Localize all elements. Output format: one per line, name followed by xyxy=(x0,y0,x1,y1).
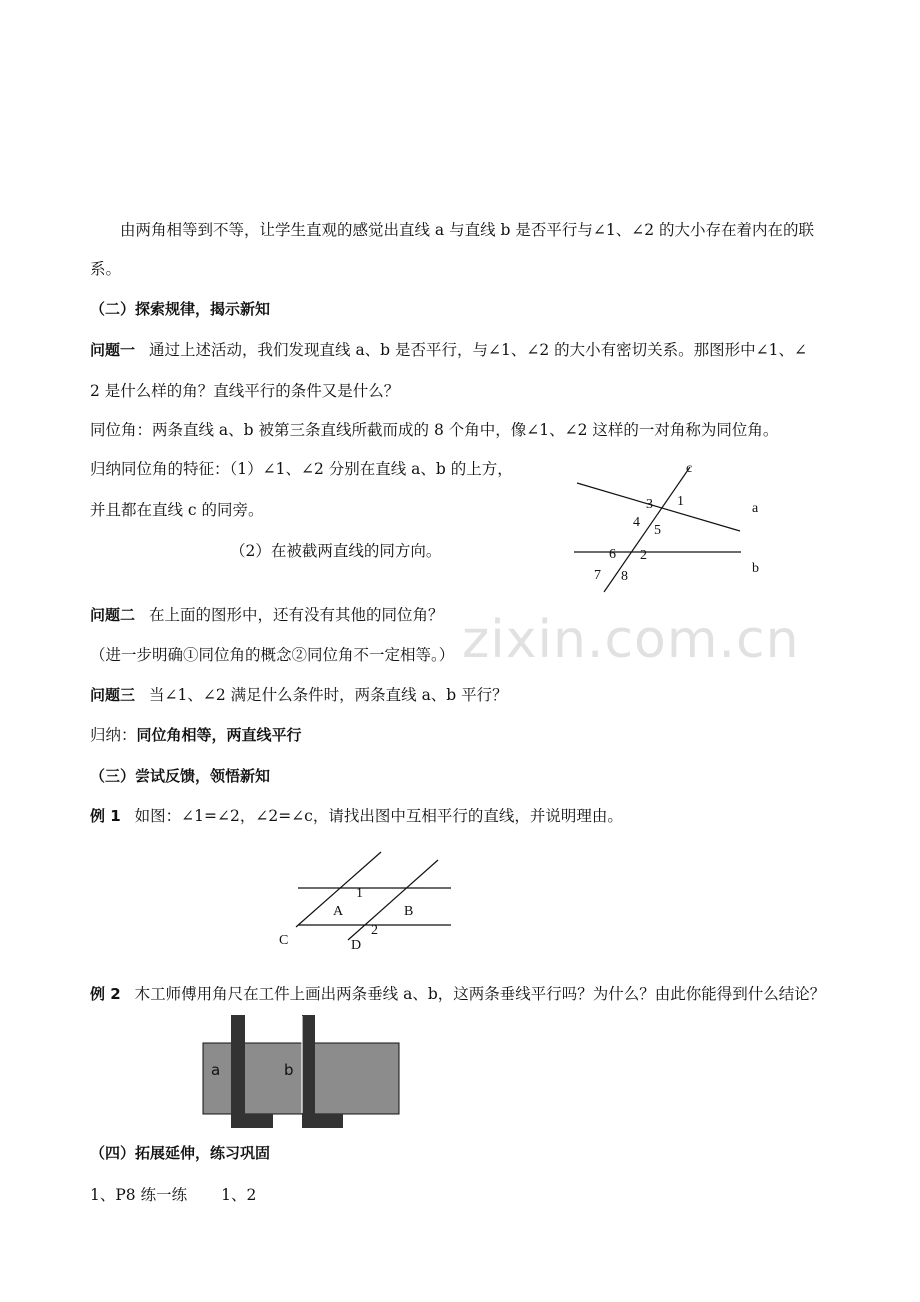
example-1-text: 如图：∠1=∠2，∠2=∠c，请找出图中互相平行的直线，并说明理由。 xyxy=(134,807,623,825)
label-a: a xyxy=(752,501,759,516)
line-a-label: a xyxy=(211,1061,221,1079)
practice-left: 1、P8 练一练 xyxy=(90,1186,188,1204)
angle-6: 6 xyxy=(609,547,616,562)
question-3-label: 问题三 xyxy=(90,686,136,704)
ruler-b-vertical xyxy=(302,1015,315,1114)
angle-1-label: 1 xyxy=(356,886,363,901)
angle-7: 7 xyxy=(594,568,601,583)
angle-8: 8 xyxy=(621,569,628,584)
ruler-b-foot xyxy=(302,1114,343,1128)
point-a-label: A xyxy=(333,904,344,919)
label-c: c xyxy=(686,461,693,476)
angle-2: 2 xyxy=(640,548,647,563)
intro-line-2: 系。 xyxy=(90,260,122,278)
question-3-text: 当∠1、∠2 满足什么条件时，两条直线 a、b 平行？ xyxy=(149,686,508,704)
angle-2-label: 2 xyxy=(371,923,378,938)
point-c-label: C xyxy=(279,933,289,948)
intro-line-1: 由两角相等到不等，让学生直观的感觉出直线 a 与直线 b 是否平行与∠1、∠2 的大小存在着内在的联 xyxy=(120,221,814,239)
point-b-label: B xyxy=(404,904,414,919)
summary-text: 同位角相等，两直线平行 xyxy=(136,726,302,744)
example-2-text: 木工师傅用角尺在工件上画出两条垂线 a、b，这两条垂线平行吗？为什么？由此你能得到什么结论？ xyxy=(134,985,826,1003)
question-1-line-2: 2 是什么样的角？直线平行的条件又是什么？ xyxy=(90,382,400,400)
section-3-heading: （三）尝试反馈，领悟新知 xyxy=(90,767,271,785)
angle-4: 4 xyxy=(633,515,640,530)
practice-line xyxy=(90,1185,256,1205)
ruler-a-vertical xyxy=(231,1015,245,1114)
section-4-heading: （四）拓展延伸，练习巩固 xyxy=(90,1144,271,1162)
line-b-label: b xyxy=(284,1061,294,1079)
question-1-text: 通过上述活动，我们发现直线 a、b 是否平行，与∠1、∠2 的大小有密切关系。那图形中∠1、∠ xyxy=(149,341,807,359)
feature-line-2: 并且都在直线 c 的同旁。 xyxy=(90,501,264,519)
corresponding-angle-definition: 同位角：两条直线 a、b 被第三条直线所截而成的 8 个角中，像∠1、∠2 这样的一对角称为同位角。 xyxy=(90,421,779,439)
question-2-note: （进一步明确①同位角的概念②同位角不一定相等。） xyxy=(90,646,455,664)
question-2-label: 问题二 xyxy=(90,606,136,624)
section-2-heading: （二）探索规律，揭示新知 xyxy=(90,300,271,318)
angle-5: 5 xyxy=(654,523,661,538)
example-1-label: 例 1 xyxy=(90,807,121,825)
feature-line-1: 归纳同位角的特征：（1）∠1、∠2 分别在直线 a、b 的上方， xyxy=(90,460,513,478)
watermark: zixin.com.cn xyxy=(462,610,800,670)
question-1-label: 问题一 xyxy=(90,341,136,359)
angle-3: 3 xyxy=(646,497,653,512)
angle-1: 1 xyxy=(677,494,684,509)
example-2-label: 例 2 xyxy=(90,985,121,1003)
summary-prefix: 归纳： xyxy=(90,726,137,744)
feature-line-3: （2）在被截两直线的同方向。 xyxy=(230,542,442,560)
practice-right: 1、2 xyxy=(221,1186,257,1204)
question-2-text: 在上面的图形中，还有没有其他的同位角？ xyxy=(149,606,444,624)
label-b: b xyxy=(752,561,759,576)
ruler-a-foot xyxy=(231,1114,273,1128)
point-d-label: D xyxy=(351,938,362,953)
